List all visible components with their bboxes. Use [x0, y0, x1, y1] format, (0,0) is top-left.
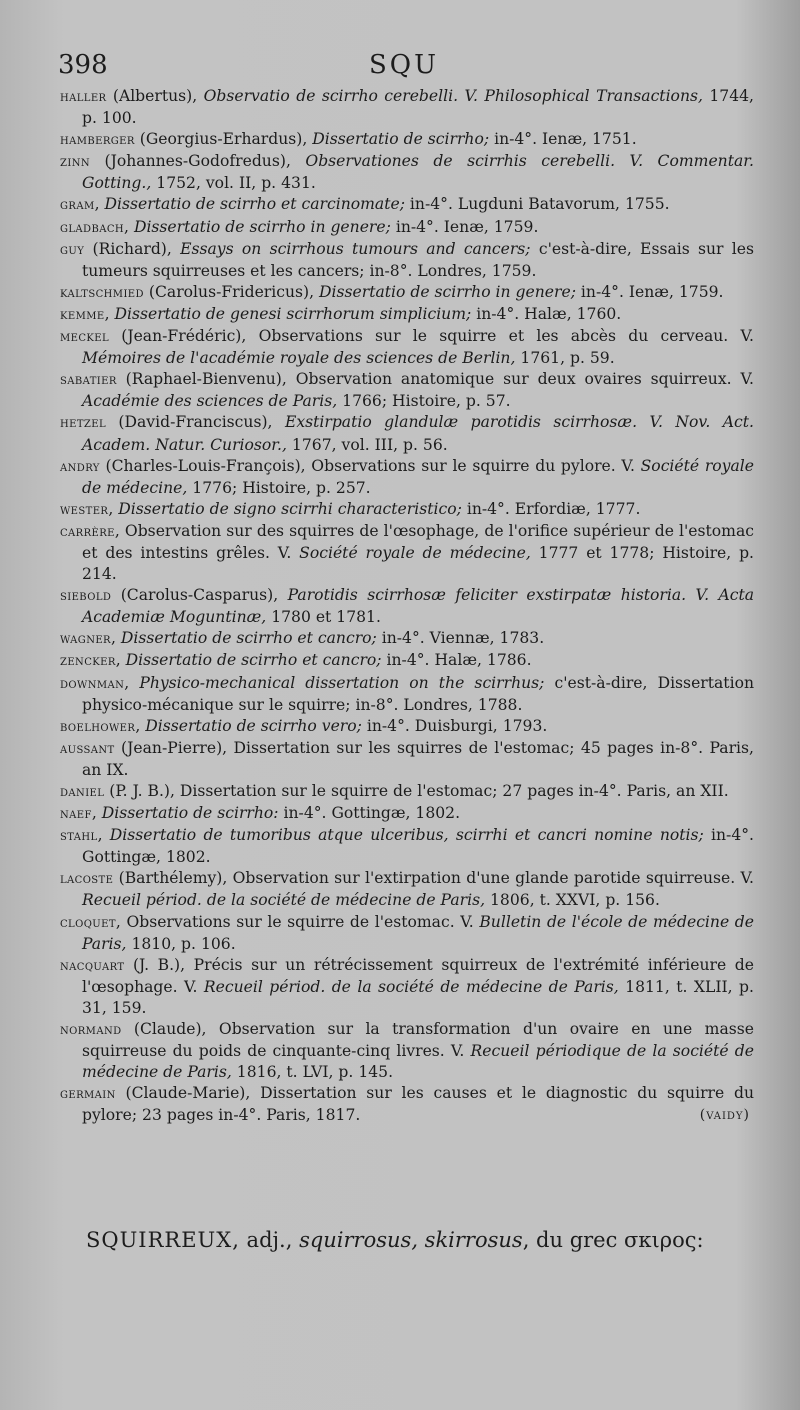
bibliography-entry [60, 86, 754, 129]
entry-author: zencker [60, 653, 116, 670]
bibliography-entry [60, 412, 754, 455]
entry-citation: 1744, p. 100. [82, 87, 754, 128]
bibliography-entry [60, 803, 754, 825]
bibliography-entry [60, 499, 754, 521]
entry-author: daniel [60, 784, 105, 800]
entry-citation: in-4°. Halæ, 1760. [471, 304, 622, 323]
entry-author: carrère [60, 523, 115, 540]
bibliography-entry [60, 781, 754, 803]
entry-text: , [115, 651, 126, 670]
entry-citation: in-4°. Gottingæ, 1802. [82, 826, 755, 867]
entry-text: , [124, 217, 134, 236]
entry-author: wester [60, 501, 109, 518]
entry-text: (Johannes-Godofredus), [90, 152, 306, 171]
entry-text: , [124, 673, 140, 692]
entry-author: zinn [60, 154, 90, 171]
entry-latin-forms: squirrosus, skirrosus [299, 1228, 523, 1252]
bibliography-entry [60, 825, 754, 868]
bibliography-entry [60, 239, 754, 282]
page-header [58, 50, 750, 86]
entry-text: (Carolus-Casparus), [111, 586, 288, 605]
entry-text: (Charles-Louis-François), Observations sur le squirre du pylore. V. [99, 456, 641, 475]
entry-citation: in-4°. Gottingæ, 1802. [278, 804, 461, 823]
entry-title: Dissertatio de tumoribus atque ulceribus, scirrhi et cancri nomine notis; [109, 826, 704, 845]
entry-author: normand [60, 1022, 122, 1039]
entry-citation: in-4°. Ienæ, 1759. [390, 217, 539, 236]
bibliography-entry [60, 868, 754, 911]
entry-title: Bulletin de l'école de médecine de Paris, [82, 912, 754, 953]
entry-grammar: adj., [239, 1228, 300, 1252]
entry-title: Dissertatio de scirrho et cancro; [120, 629, 377, 648]
entry-text: , [94, 195, 105, 214]
entry-citation: 1767, vol. III, p. 56. [286, 435, 448, 454]
entry-author: sabatier [60, 372, 117, 389]
entry-citation: 1816, t. LVI, p. 145. [231, 1063, 394, 1082]
entry-text: , [135, 716, 146, 735]
page-number: 398 [58, 50, 108, 80]
entry-text: (David-Franciscus), [105, 413, 285, 432]
entry-title: Dissertatio de scirrho et carcinomate; [104, 195, 405, 214]
entry-citation: in-4°. Viennæ, 1783. [376, 629, 545, 648]
entry-text: (Claude), Observation sur la transformation d'un ovaire en une masse squirreuse du poids de cinquante-cinq livres. V. [82, 1020, 754, 1061]
entry-text: (Raphael-Bienvenu), Observation anatomique sur deux ovaires squirreux. V. [116, 370, 754, 389]
entry-citation: c'est-à-dire, Dissertation physico-mécanique sur le squirre; in-8°. Londres, 1788. [82, 673, 754, 714]
entry-author: guy [60, 241, 85, 258]
entry-citation: 1752, vol. II, p. 431. [151, 174, 316, 193]
entry-title: Dissertatio de scirrho; [312, 130, 490, 149]
entry-title: Recueil périod. de la société de médecine de Paris, [82, 891, 486, 910]
entry-text: , [91, 804, 102, 823]
entry-author: hamberger [60, 132, 135, 149]
entry-text: (Jean-Frédéric), Observations sur le squirre et les abcès du cerveau. V. [109, 327, 754, 346]
entry-title: Recueil périodique de la société de médecine de Paris, [82, 1042, 754, 1082]
bibliography-entry [60, 369, 754, 412]
entry-citation: in-4°. Ienæ, 1751. [489, 130, 637, 149]
bibliography-entry [60, 129, 754, 151]
bibliography-entry [60, 955, 754, 1019]
entry-citation: in-4°. Lugduni Batavorum, 1755. [404, 195, 670, 214]
entry-author: aussant [60, 740, 115, 757]
entry-text: (P. J. B.), Dissertation sur le squirre de l'estomac; 27 pages in-4°. Paris, an XII. [104, 782, 729, 800]
entry-headword: SQUIRREUX, [86, 1228, 240, 1252]
entry-text: , [110, 629, 121, 648]
bibliography-entry [60, 1083, 754, 1126]
bibliography-entry [60, 194, 754, 216]
bibliography-entry [60, 716, 754, 738]
entry-text: , [108, 499, 119, 518]
entry-text: , Observations sur le squirre de l'estomac. V. [115, 912, 480, 931]
entry-author: germain [60, 1086, 116, 1103]
bibliography-entry [60, 217, 754, 239]
bibliography-entry [60, 1019, 754, 1083]
entry-title: Mémoires de l'académie royale des sciences de Berlin, [82, 349, 516, 368]
entry-title: Physico-mechanical dissertation on the scirrhus; [139, 673, 545, 692]
entry-title: Observationes de scirrhis cerebelli. V. Commentar. Gotting., [82, 152, 754, 193]
entry-title: Dissertatio de scirrho: [101, 804, 279, 823]
entry-text: (Claude-Marie), Dissertation sur les causes et le diagnostic du squirre du pylore; 23 pages in-4°. Paris, 1817. [82, 1084, 754, 1125]
entry-author: wagner [60, 631, 111, 648]
entry-title: Parotidis scirrhosæ feliciter exstirpatæ historia. V. Acta Academiæ Moguntinæ, [82, 586, 755, 627]
entry-title: Dissertatio de scirrho in genere; [133, 217, 391, 236]
entry-title: Essays on scirrhous tumours and cancers; [180, 239, 531, 258]
entry-text: , [97, 826, 110, 845]
bibliography-entry [60, 326, 754, 369]
entry-citation: 1777 et 1778; Histoire, p. 214. [82, 543, 755, 584]
bibliography-list [60, 86, 754, 1127]
entry-citation: 1761, p. 59. [515, 349, 615, 368]
entry-title: Dissertatio de scirrho vero; [145, 716, 362, 735]
bibliography-entry [60, 282, 754, 304]
entry-text: (Georgius-Erhardus), [134, 130, 313, 149]
entry-title: Exstirpatio glandulæ parotidis scirrhosæ. V. Nov. Act. Academ. Natur. Curiosor., [82, 413, 754, 454]
bibliography-entry [60, 151, 754, 194]
entry-author: gram [60, 197, 95, 214]
entry-citation: in-4°. Halæ, 1786. [381, 651, 532, 670]
bibliography-entry [60, 521, 754, 585]
entry-etymology: , du grec σκιρος: [522, 1228, 704, 1252]
entry-text: (Albertus), [106, 87, 204, 105]
entry-text: (Richard), [84, 239, 181, 258]
running-head: SQU [368, 50, 440, 80]
entry-citation: 1806, t. XXVI, p. 156. [485, 891, 660, 910]
entry-citation: 1780 et 1781. [266, 608, 381, 627]
entry-citation: in-4°. Ienæ, 1759. [575, 282, 724, 301]
entry-author: hetzel [60, 415, 106, 432]
next-dictionary-entry [86, 1226, 760, 1254]
entry-author: siebold [60, 588, 112, 605]
entry-text: (Carolus-Fridericus), [143, 282, 320, 301]
bibliography-entry [60, 673, 754, 716]
entry-author: gladbach [60, 219, 125, 236]
entry-author: nacquart [60, 957, 125, 974]
entry-text: (J. B.), Précis sur un rétrécissement squirreux de l'extrémité inférieure de l'œsophage. V. [82, 955, 754, 996]
entry-title: Société royale de médecine, [82, 456, 754, 497]
bibliography-entry [60, 304, 754, 326]
entry-author: stahl [60, 828, 98, 845]
bibliography-entry [60, 650, 754, 672]
entry-author: andry [60, 458, 100, 475]
bibliography-entry [60, 456, 754, 499]
entry-author: cloquet [60, 914, 116, 931]
entry-author: kaltschmied [60, 284, 144, 301]
entry-author: haller [60, 89, 107, 105]
entry-text: , [104, 304, 115, 323]
entry-text: (Jean-Pierre), Dissertation sur les squirres de l'estomac; 45 pages in-8°. Paris, an IX. [82, 738, 754, 779]
entry-citation: in-4°. Erfordiæ, 1777. [461, 499, 641, 518]
entry-title: Dissertatio de scirrho in genere; [319, 282, 576, 301]
entry-citation: 1776; Histoire, p. 257. [187, 478, 371, 497]
entry-title: Recueil périod. de la société de médecine de Paris, [203, 977, 619, 996]
entry-author: meckel [60, 329, 110, 346]
entry-title: Dissertatio de signo scirrhi characteristico; [118, 499, 462, 518]
entry-title: Société royale de médecine, [299, 543, 531, 562]
entry-citation: c'est-à-dire, Essais sur les tumeurs squirreuses et les cancers; in-8°. Londres, 1759. [82, 239, 754, 280]
entry-citation: in-4°. Duisburgi, 1793. [361, 716, 548, 735]
entry-author: boelhower [60, 718, 136, 735]
entry-text: (Barthélemy), Observation sur l'extirpation d'une glande parotide squirreuse. V. [113, 869, 754, 888]
entry-title: Dissertatio de scirrho et cancro; [125, 651, 382, 670]
entry-title: Dissertatio de genesi scirrhorum simplicium; [114, 304, 472, 323]
entry-author: downman [60, 675, 125, 692]
entry-citation: 1810, p. 106. [126, 934, 236, 953]
bibliography-entry [60, 585, 754, 628]
bibliography-entry [60, 628, 754, 650]
entry-author: lacoste [60, 871, 114, 888]
entry-citation: 1811, t. XLII, p. 31, 159. [82, 977, 754, 1017]
entry-title: Académie des sciences de Paris, [82, 392, 338, 411]
entry-text: , Observation sur des squirres de l'œsophage, de l'orifice supérieur de l'estomac et des intestins grêles. V. [82, 521, 754, 562]
bibliography-entry [60, 738, 754, 781]
bibliography-entry [60, 912, 754, 955]
entry-author: naef [60, 806, 92, 823]
entry-author: kemme [60, 306, 105, 323]
entry-citation: 1766; Histoire, p. 57. [337, 392, 511, 411]
entry-title: Observatio de scirrho cerebelli. V. Philosophical Transactions, [203, 87, 703, 105]
author-signature: (vaidy) [699, 1107, 750, 1124]
